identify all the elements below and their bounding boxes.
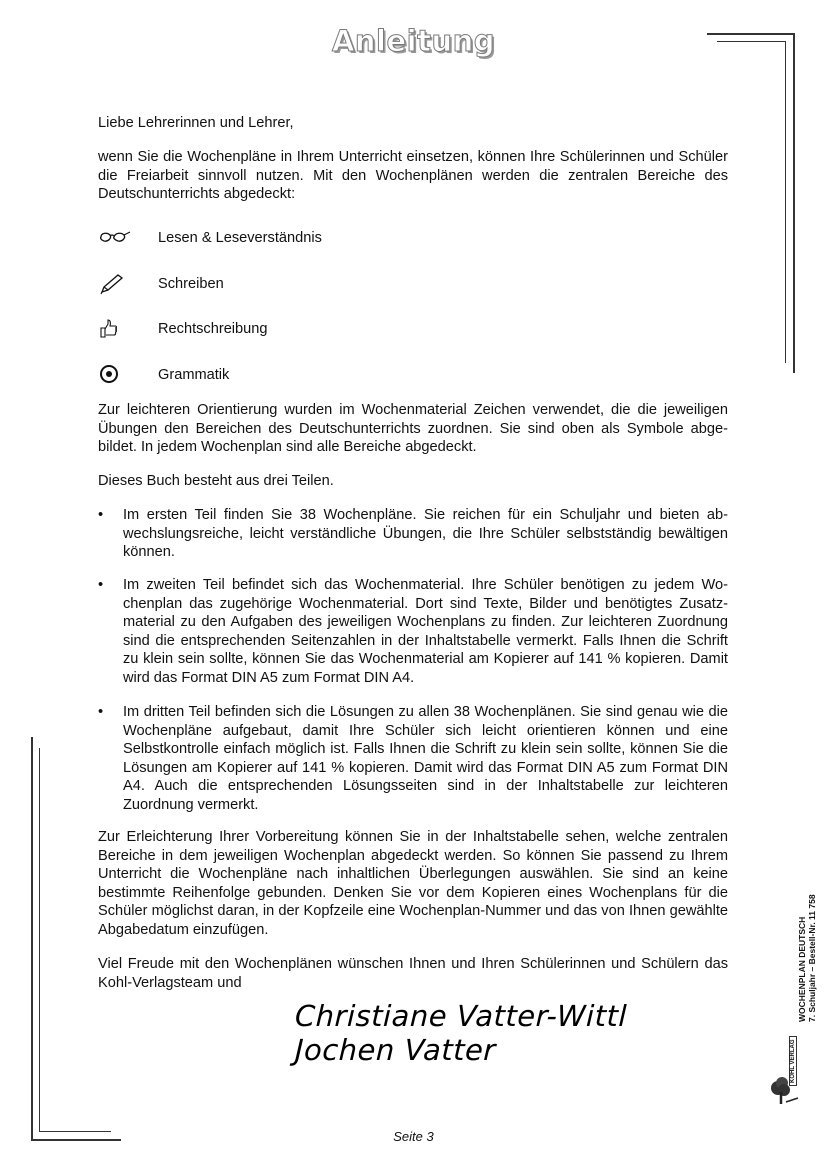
signature-author-1: Christiane Vatter-Wittl [294,999,628,1033]
bullet: • [98,704,104,720]
area-row-writing [98,271,224,297]
sidebar-order-number: 7. Schuljahr – Bestell-Nr. 11 758 [807,894,817,1022]
list-item [98,703,728,815]
sidebar-series-info [797,894,817,1022]
thumbs-up-icon [98,316,158,342]
page-title: Anleitung [331,24,496,58]
bullet-text: Im ersten Teil finden Sie 38 Wochenpläne. Sie reichen für ein Schuljahr und bieten abwechslungsreiche, leicht verständliche Übungen, die Ihre Schüler selbstständig bewältigen können. [123,507,728,561]
preparation-paragraph: Zur Erleichterung Ihrer Vorbereitung können Sie in der Inhaltstabelle sehen, welche zentralen Bereiche in dem jeweiligen Wochenplan abgedeckt werden. So können Sie passend zu Ihrem Unterricht die Wochenpläne nach inhaltlichen Überlegungen auswählen. Sie sind an keine bestimmte Reihenfolge gebunden. Denken Sie vor dem Kopieren eines Wochenplans für die Schüler möglichst daran, in der Kopfzeile eine Wochenplan-Nummer und das von Ihnen gewählte Abgabedatum einzufügen. [98,829,728,938]
bullet-text: Im zweiten Teil befindet sich das Wochenmaterial. Ihre Schüler benötigen zu jedem Wochenplan das zugehörige Wochenmaterial. Dort sind Texte, Bilder und benötigtes Zusatzmaterial zu den Aufgaben des jeweiligen Wochenplans zu finden. Zur leichteren Zuordnung sind die entsprechenden Seitenzahlen in der Inhaltstabelle vermerkt. Falls Ihnen die Schrift zu klein sein sollte, können Sie das Wochenmaterial am Kopierer auf 141 % kopieren. Damit wird das Format DIN A5 zum Format DIN A4. [123,577,728,686]
list-item [98,506,728,562]
area-label: Rechtschreibung [158,321,268,337]
page-number: Seite 3 [393,1129,434,1144]
publisher-tree-icon [768,1072,804,1108]
bullet: • [98,507,104,523]
glasses-icon [98,225,158,251]
parts-intro: Dieses Buch besteht aus drei Teilen. [98,473,334,489]
area-label: Schreiben [158,276,224,292]
frame-top-right-vertical [793,33,795,373]
sidebar-series-title: WOCHENPLAN DEUTSCH [797,916,807,1022]
target-icon [98,362,158,388]
area-row-spelling [98,316,268,342]
orientation-paragraph: Zur leichteren Orientierung wurden im Wochenmaterial Zeichen verwendet, die die jeweiligen Übungen den Bereichen des Deutschunterrichts zuordnen. Sie sind oben als Symbole abgebildet. In jedem Wochenplan sind alle Bereiche abgedeckt. [98,402,728,456]
intro-paragraph: wenn Sie die Wochenpläne in Ihrem Unterricht einsetzen, können Ihre Schülerinnen und Schüler die Freiarbeit sinnvoll nutzen. Mit den Wochenplänen werden die zentralen Bereiche des Deutschunterrichts abgedeckt: [98,149,728,203]
area-row-grammar [98,362,229,388]
area-label: Lesen & Leseverständnis [158,230,322,246]
area-label: Grammatik [158,367,230,383]
area-row-reading [98,225,322,251]
closing-paragraph: Viel Freude mit den Wochenplänen wünschen Ihnen und Ihren Schülerinnen und Schülern das Kohl-Verlagsteam und [98,956,728,991]
list-item [98,576,728,688]
bullet-text: Im dritten Teil befinden sich die Lösungen zu allen 38 Wochenplänen. Sie sind genau wie die Wochenpläne aufgebaut, damit Ihre Schüler sich leicht orientieren können und eine Selbstkontrolle einfach möglich ist. Falls Ihnen die Schrift zu klein sein sollte, können Sie die Lösungen am Kopierer auf 141 % kopieren. Damit wird das Format DIN A5 zum Format DIN A4. Auch die entsprechenden Lösungsseiten sind in der Inhaltstabelle zur leichteren Zuordnung vermerkt. [123,704,728,813]
frame-top-right-vertical-inner [785,41,786,363]
signature-author-2: Jochen Vatter [294,1033,497,1067]
frame-bottom-left-vertical-inner [39,748,40,1132]
frame-bottom-left-vertical [31,737,33,1140]
publisher-logo-text: KOHL VERLAG [789,1036,797,1086]
greeting: Liebe Lehrerinnen und Lehrer, [98,115,294,131]
bullet: • [98,577,104,593]
pen-icon [98,271,158,297]
